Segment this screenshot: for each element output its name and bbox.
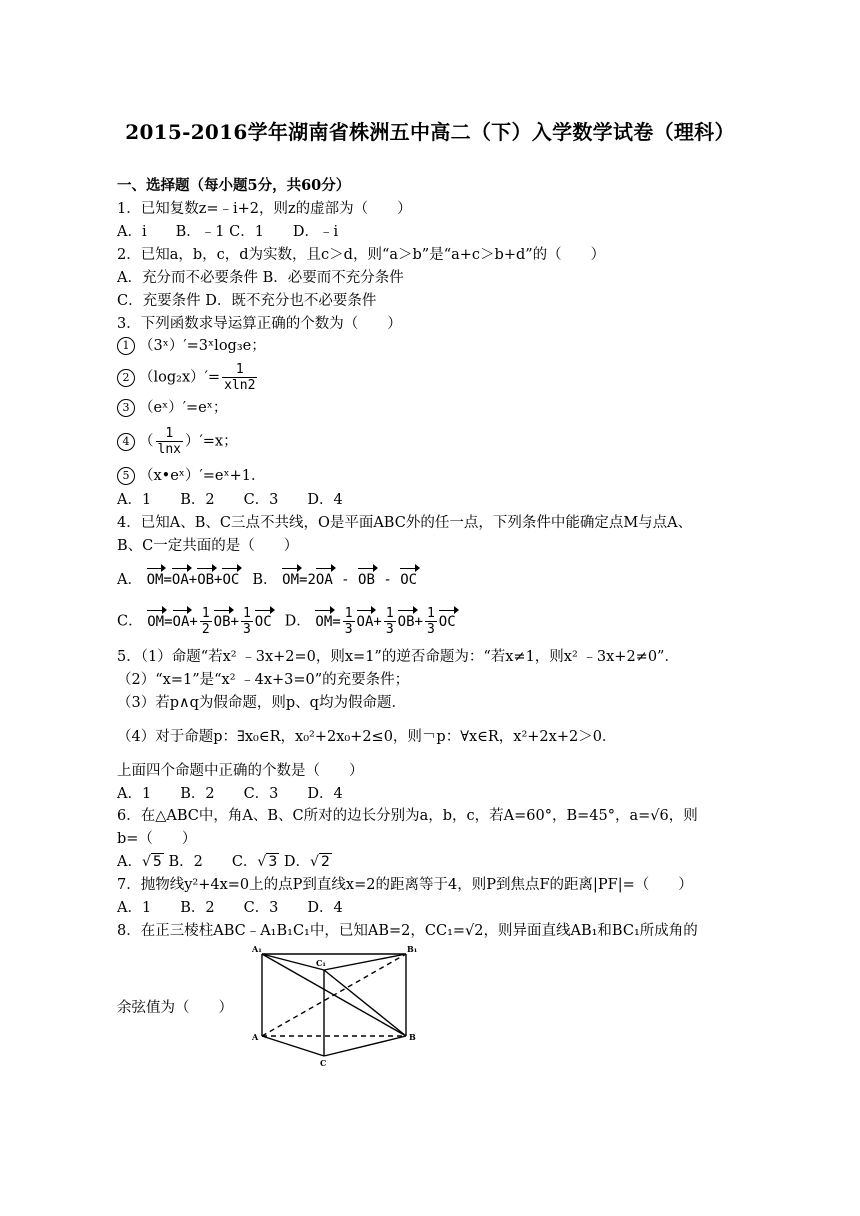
q4-stem-1: 4．已知A、B、C三点不共线，O是平面ABC外的任一点，下列条件中能确定点M与点A、 bbox=[117, 515, 693, 531]
q5-line-3: （3）若p∧q为假命题，则p、q均为假命题． bbox=[117, 695, 406, 711]
section-heading: 一、选择题（每小题5分，共60分） bbox=[117, 177, 351, 194]
q3-item-5: 5 （x•eˣ）′=eˣ+1． bbox=[117, 466, 266, 486]
q3-item-2: 2 （log₂x）′= $\frac{1}{xln2}$ bbox=[117, 362, 259, 393]
q3-options: A．1 B．2 C．3 D．4 bbox=[117, 492, 343, 508]
label-c1: C₁ bbox=[316, 958, 326, 968]
circled-number: 4 bbox=[117, 433, 135, 451]
q4-options-ab: A． OM=OA+OB+OC B． OM=2OA - OB - OC bbox=[117, 568, 417, 590]
q5-line-4: （4）对于命题p：∃x₀∈R，x₀²+2x₀+2≤0，则￢p：∀x∈R，x²+2x+2＞0． bbox=[117, 729, 617, 745]
sqrt-a: √ 5 bbox=[141, 854, 162, 870]
vector-equation-a: OM=OA+OB+OC bbox=[147, 572, 248, 588]
q8-stem: 8．在正三棱柱ABC﹣A₁B₁C₁中，已知AB=2，CC₁=√2，则异面直线AB₁和BC₁所成角的 bbox=[117, 923, 698, 939]
q3-stem: 3．下列函数求导运算正确的个数为（ ） bbox=[117, 316, 402, 332]
circled-number: 1 bbox=[117, 337, 135, 355]
q2-options-ab: A．充分而不必要条件 B．必要而不充分条件 bbox=[117, 270, 404, 286]
q5-options: A．1 B．2 C．3 D．4 bbox=[117, 786, 343, 802]
q1-stem: 1．已知复数z=﹣i+2，则z的虚部为（ ） bbox=[117, 201, 412, 217]
q3-item-4: 4 （ $\frac{1}{\ln x}$ ）′=x； bbox=[117, 426, 238, 457]
prism-figure bbox=[252, 940, 420, 1072]
label-b: B bbox=[409, 1032, 416, 1042]
q1-options: A．i B．﹣1 C．1 D．﹣i bbox=[117, 224, 339, 240]
vector-equation-b: OM=2OA - OB - OC bbox=[282, 572, 417, 588]
circled-number: 3 bbox=[117, 399, 135, 417]
q2-options-cd: C．充要条件 D．既不充分也不必要条件 bbox=[117, 293, 377, 309]
exam-title: 2015-2016学年湖南省株洲五中高二（下）入学数学试卷（理科） bbox=[125, 120, 735, 144]
q2-stem: 2．已知a，b，c，d为实数，且c＞d，则“a＞b”是“a+c＞b+d”的（ ） bbox=[117, 247, 606, 263]
fraction: $\frac{1}{\ln x}$ bbox=[157, 426, 181, 457]
q3-item-1: 1 （3ˣ）′=3ˣlog₃e； bbox=[117, 336, 266, 356]
label-a1: A₁ bbox=[252, 944, 262, 954]
q6-stem-1: 6．在△ABC中，角A、B、C所对的边长分别为a，b，c，若A=60°，B=45°，a=√6，则 bbox=[117, 808, 698, 824]
q5-line-5: 上面四个命题中正确的个数是（ ） bbox=[117, 763, 364, 779]
label-c: C bbox=[320, 1058, 327, 1068]
q6-options: A．√ 5 B．2 C．√ 3 D．√ 2 bbox=[117, 854, 330, 870]
q8-stem-2: 余弦值为（ ） bbox=[117, 1000, 233, 1016]
sqrt-c: √ 3 bbox=[257, 854, 278, 870]
q5-line-2: （2）“x=1”是“x² ﹣4x+3=0”的充要条件； bbox=[117, 672, 410, 688]
q4-stem-2: B、C一定共面的是（ ） bbox=[117, 538, 299, 554]
label-a: A bbox=[252, 1032, 259, 1042]
q6-stem-2: b=（ ） bbox=[117, 831, 197, 847]
vector-equation-c: OM=OA+ $\frac{1}{2}$ OB+ $\frac{1}{3}$ OC bbox=[147, 606, 272, 637]
q7-stem: 7．抛物线y²+4x=0上的点P到直线x=2的距离等于4，则P到焦点F的距离|PF|=（ ） bbox=[117, 877, 693, 893]
q5-line-1: 5．（1）命题“若x² ﹣3x+2=0，则x=1”的逆否命题为：“若x≠1，则x² ﹣3x+2≠0”． bbox=[117, 649, 679, 665]
vector-equation-d: OM= $\frac{1}{3}$ OA+ $\frac{1}{3}$ OB+ $\frac{1}{3}$ OC bbox=[315, 606, 456, 637]
sqrt-d: √ 2 bbox=[310, 854, 330, 870]
q3-item-3: 3 （eˣ）′=eˣ； bbox=[117, 398, 227, 418]
label-b1: B₁ bbox=[407, 944, 418, 954]
circled-number: 2 bbox=[117, 369, 135, 387]
q7-options: A．1 B．2 C．3 D．4 bbox=[117, 900, 343, 916]
circled-number: 5 bbox=[117, 467, 135, 485]
q4-options-cd: C． OM=OA+ $\frac{1}{2}$ OB+ $\frac{1}{3}$ OC D． OM= $\frac{1}{3}$ OA+ $\frac{1}{3}$ OB+ $\frac{1}{3}$ OC bbox=[117, 606, 456, 637]
fraction: $\frac{1}{xln2}$ bbox=[224, 362, 256, 393]
